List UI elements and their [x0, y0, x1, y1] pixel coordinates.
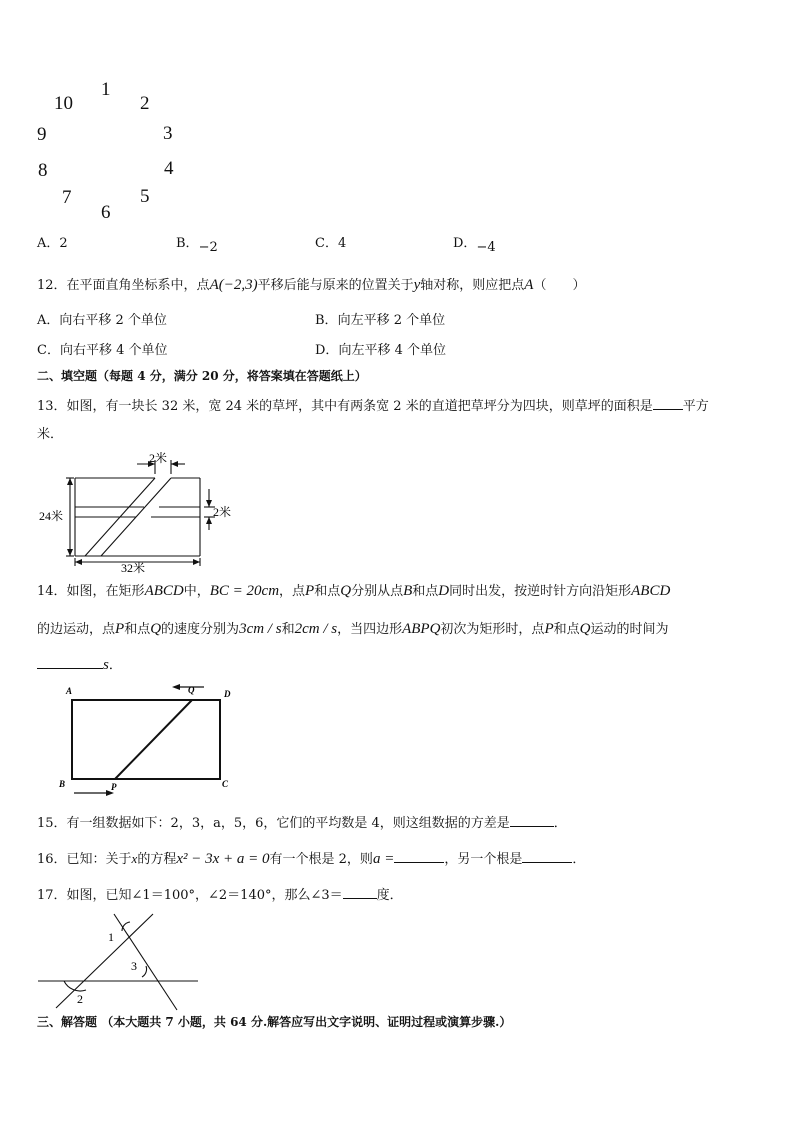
- text: ，点: [279, 584, 306, 599]
- text: 的边运动，点: [37, 622, 116, 637]
- text: 运动的时间为: [590, 622, 669, 637]
- clock-number: 5: [140, 186, 150, 207]
- question-number: 14．: [37, 584, 67, 599]
- option-text: 向左平移 4 个单位: [338, 343, 446, 358]
- math: B: [403, 583, 413, 599]
- q17-stem: [37, 886, 403, 902]
- text: ．: [572, 852, 586, 867]
- q12-option-b: [315, 314, 445, 327]
- math: BC = 20cm: [209, 583, 280, 599]
- math: Q: [340, 583, 352, 599]
- point-P: P: [111, 782, 117, 792]
- math: 2cm / s: [294, 621, 338, 637]
- equation: x² − 3x + a = 0: [176, 851, 270, 867]
- text: 如图，在矩形: [66, 584, 145, 599]
- q15-stem: [37, 814, 567, 830]
- top-width-label: 2米: [149, 452, 168, 465]
- option-text: 向右平移 4 个单位: [59, 343, 168, 358]
- text: ．: [108, 658, 122, 673]
- clock-number: 1: [101, 79, 111, 100]
- section-note: （每题 4 分，满分 20 分，将答案填在答题纸上）: [97, 369, 367, 383]
- text: 的方程: [137, 852, 177, 867]
- length-label: 32米: [121, 561, 146, 574]
- q13-lawn-figure: [37, 452, 247, 574]
- clock-number: 2: [140, 93, 150, 114]
- math: D: [438, 583, 450, 599]
- option-letter: C．: [37, 343, 60, 358]
- text: ，当四边形: [337, 622, 403, 637]
- text: 在平面直角坐标系中，点: [66, 278, 210, 293]
- option-letter: B．: [315, 313, 338, 328]
- q13-stem-cont: 米．: [37, 427, 64, 442]
- text: 和点: [314, 584, 341, 599]
- math: ABCD: [631, 583, 671, 599]
- text: 16．已知：关于: [37, 852, 132, 867]
- question-number: 12．: [37, 278, 67, 293]
- clock-number: 6: [101, 202, 111, 223]
- q14-rectangle-figure: [54, 680, 250, 800]
- q11-option-d: [453, 232, 496, 255]
- q14-stem-line1: [37, 584, 670, 599]
- text: 度．: [376, 888, 403, 903]
- text: 轴对称，则应把点: [420, 278, 525, 293]
- text: 13．如图，有一块长 32 米，宽 24 米的草坪，其中有两条宽 2 米的直道把草坪分为四块，则草坪的面积是: [37, 399, 653, 414]
- text: ．: [553, 816, 567, 831]
- text: 和点: [124, 622, 151, 637]
- text: 15．有一组数据如下：2，3，a，5，6，它们的平均数是 4，则这组数据的方差是: [37, 816, 510, 831]
- text: 有一个根是 2，则: [269, 852, 373, 867]
- clock-number: 8: [38, 160, 48, 181]
- option-letter: D．: [453, 236, 477, 251]
- q12-option-c: [37, 344, 168, 357]
- math: 3cm / s: [239, 621, 282, 637]
- section-note: （本大题共 7 小题，共 64 分.解答应写出文字说明、证明过程或演算步骤.）: [101, 1015, 512, 1029]
- vertex-A: A: [66, 686, 73, 696]
- answer-blank: [343, 886, 377, 899]
- math: ABPQ: [402, 621, 441, 637]
- q11-option-b: [176, 232, 218, 255]
- math: Q: [579, 621, 591, 637]
- q16-stem: [37, 850, 585, 867]
- math: a =: [372, 851, 395, 867]
- option-text: 向左平移 2 个单位: [337, 313, 446, 328]
- q11-option-a: [37, 232, 68, 251]
- q13-stem: [37, 397, 709, 413]
- point-Q: Q: [188, 685, 195, 695]
- answer-blank: [653, 397, 683, 410]
- vertex-B: B: [59, 779, 66, 789]
- text: 和: [281, 622, 295, 637]
- option-letter: D．: [315, 343, 339, 358]
- clock-number: 7: [62, 187, 72, 208]
- math: s: [103, 657, 109, 673]
- section3-header: [37, 1016, 511, 1028]
- angle-2-label: 2: [77, 992, 83, 1006]
- clock-number: 9: [37, 124, 47, 145]
- vertex-D: D: [224, 689, 231, 699]
- text: 17．如图，已知∠1＝100°，∠2＝140°，那么∠3＝: [37, 888, 343, 903]
- section-title: 三、解答题: [37, 1015, 98, 1029]
- axis-label: y: [413, 277, 421, 293]
- option-text: 向右平移 2 个单位: [59, 313, 167, 328]
- math: P: [305, 583, 315, 599]
- text: 中，: [183, 584, 210, 599]
- text: 和点: [553, 622, 580, 637]
- q12-option-a: [37, 314, 167, 327]
- answer-blank: [394, 850, 444, 863]
- math: P: [115, 621, 125, 637]
- point-label: A(−2,3): [209, 277, 258, 293]
- option-value: −2: [198, 240, 218, 255]
- text: 初次为矩形时，点: [440, 622, 545, 637]
- angle-1-label: 1: [108, 930, 114, 944]
- q17-angle-figure: [34, 910, 204, 1012]
- option-letter: B．: [176, 236, 199, 251]
- q14-answer-line: [37, 656, 122, 673]
- text: 同时出发，按逆时针方向沿矩形: [449, 584, 632, 599]
- option-letter: C．: [315, 236, 338, 251]
- option-value: −4: [476, 240, 496, 255]
- text: 平方: [682, 399, 709, 414]
- right-width-label: 2米: [213, 505, 232, 519]
- angle-3-label: 3: [131, 959, 137, 973]
- section2-header: [37, 370, 367, 382]
- text: ，另一个根是: [444, 852, 523, 867]
- clock-number: 3: [163, 123, 173, 144]
- text: 的速度分别为: [161, 622, 240, 637]
- answer-blank: [522, 850, 572, 863]
- answer-blank: [510, 814, 554, 827]
- option-letter: A．: [37, 236, 60, 251]
- text: 分别从点: [351, 584, 404, 599]
- clock-number: 10: [54, 93, 73, 114]
- q14-stem-line2: [37, 622, 668, 637]
- clock-number: 4: [164, 158, 174, 179]
- answer-paren: （ ）: [533, 278, 586, 293]
- math: x: [131, 851, 138, 866]
- answer-blank: [37, 656, 103, 669]
- point-label: A: [524, 277, 534, 293]
- vertex-C: C: [222, 779, 229, 789]
- q12-stem: [37, 278, 585, 293]
- text: 和点: [412, 584, 439, 599]
- q12-option-d: [315, 344, 446, 357]
- math: P: [544, 621, 554, 637]
- math: Q: [150, 621, 162, 637]
- option-letter: A．: [37, 313, 60, 328]
- option-value: 2: [59, 236, 68, 251]
- option-value: 4: [337, 236, 347, 251]
- math: ABCD: [144, 583, 184, 599]
- height-label: 24米: [39, 509, 64, 523]
- text: 平移后能与原来的位置关于: [257, 278, 414, 293]
- section-title: 二、填空题: [37, 369, 98, 383]
- q11-option-c: [315, 232, 346, 251]
